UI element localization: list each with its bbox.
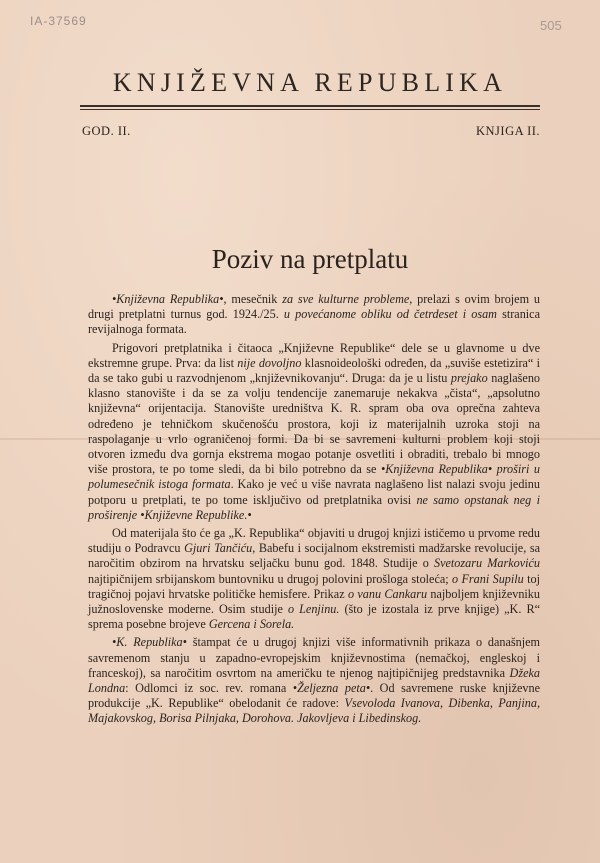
volume-label: GOD. II. <box>82 124 131 138</box>
italic-text-run: Gjuri Tančiću <box>184 541 253 556</box>
text-run: Od materijala što će ga „K. Republika“ objaviti u drugoj knjizi ističemo u prvome redu studiju o Podravcu <box>88 526 540 556</box>
text-run: Prigovori pretplatnika i čitaoca „Književne Republike“ dele se u glavnome u dve ekstremne grupe. Prva: da list <box>88 340 540 370</box>
masthead-title: KNJIŽEVNA REPUBLIKA <box>112 68 508 97</box>
paragraph <box>88 341 540 523</box>
italic-text-run: Džeka Londna <box>88 665 540 696</box>
italic-text-run: ne samo opstanak neg i proširenje •Književne Republike.• <box>88 492 540 522</box>
text-run: najtipičnijem srbijanskom buntovniku u drugoj polovini prošloga stoleća; <box>88 571 453 586</box>
italic-text-run: o vanu Cankaru <box>347 586 428 601</box>
body-text <box>88 292 540 730</box>
italic-text-run: •Književna Republika• proširi u polumesečnik istoga formata <box>88 462 540 492</box>
book-label: KNJIGA II. <box>476 124 541 138</box>
italic-text-run: prejako <box>450 371 488 386</box>
italic-text-run: o Frani Supilu <box>452 571 524 586</box>
text-run: , Babefu i socijalnom ekstremisti madžarske revolucije, sa naročitim obzirom na hrvatsku seljačku bunu god. 1848. Studije o <box>88 541 541 571</box>
italic-text-run: o Lenjinu. <box>287 602 340 617</box>
masthead-rule-thin <box>80 109 540 110</box>
text-run: toj tragičnoj pojavi hrvatske političke hemisfere. Prikaz <box>88 571 540 601</box>
italic-text-run: u povećanome obliku od četrdeset i osam <box>283 307 497 322</box>
paragraph <box>88 526 540 632</box>
text-run: (što je izostala iz prve knjige) „K. R“ sprema posebne brojeve <box>88 602 540 632</box>
text-run: klasnoideološki određen, da „suviše estetizira“ i da se tako gubi u razvodnjenom „književnikovanju“. Druga: da je u listu <box>88 355 540 386</box>
text-run: . Od savremene ruske književne produkcije „K. Republike“ obelodanit će radove: <box>88 681 540 711</box>
italic-text-run: •Književna Republika• <box>112 292 224 306</box>
paragraph <box>88 292 540 338</box>
masthead-rule-thick <box>80 105 540 107</box>
italic-text-run: Vsevoloda Ivanova, Dibenka, Panjina, Majakovskog, Borisa Pilnjaka, Dorohova. Jakovljeva i Libedinskog. <box>88 696 540 726</box>
page-title: Poziv na pretplatu <box>211 244 409 274</box>
text-run: naglašeno klasno stanovište i da se za volju tendencije zanemaruje nekakva „čista“, „apsolutno književna“ orijentacija. Stanovište uredništva K. R. spram oba ova oprečna zahteva određeno je tehničkom skučenošću prostora, koji iz materijalnih uzroka stoji na raspolaganje u vrlo ograničenoj formi. Da bi se savremeni kulturni problem koji stoji otvoren između dva gornja ekstrema mogao potanje osvetliti i obraditi, trebalo bi mnogo više prostora, te po tome sledi, da bi bilo potrebno da se <box>88 371 541 477</box>
text-run: , prelazi s ovim brojem u drugi pretplatni turnus god. 1924./25. <box>88 292 540 322</box>
italic-text-run: Svetozaru Markoviću <box>433 556 540 571</box>
text-run: , mesečnik <box>223 292 283 306</box>
italic-text-run: nije dovoljno <box>237 355 302 370</box>
italic-text-run: za sve kulturne probleme <box>282 292 410 306</box>
archive-stamp: IA-37569 <box>30 14 87 28</box>
italic-text-run: Gercena i Sorela. <box>208 617 295 632</box>
page-number-mark: 505 <box>540 18 562 33</box>
italic-text-run: •Željezna peta• <box>292 681 371 696</box>
text-run: : Odlomci iz soc. rev. romana <box>125 681 293 696</box>
text-run: stranica revijalnoga formata. <box>88 307 540 337</box>
paragraph <box>88 635 540 726</box>
text-run: najboljem književniku južnoslovenske moderne. Osim studije <box>88 586 540 617</box>
italic-text-run: •K. Republika• <box>112 635 187 650</box>
text-run: štampat će u drugoj knjizi više informativnih prikaza o današnjem savremenom stanju u zapadno-evropejskim književnostima (nemačkoj, engleskoj i franceskoj), sa naročitim osvrtom na američku te njenog najtipičnijeg predstavnika <box>88 635 540 680</box>
text-run: . Kako je već u više navrata naglašeno list nalazi svoju jedinu potporu u pretplati, te po tome isključivo od pretplatnika ovisi <box>88 477 540 507</box>
